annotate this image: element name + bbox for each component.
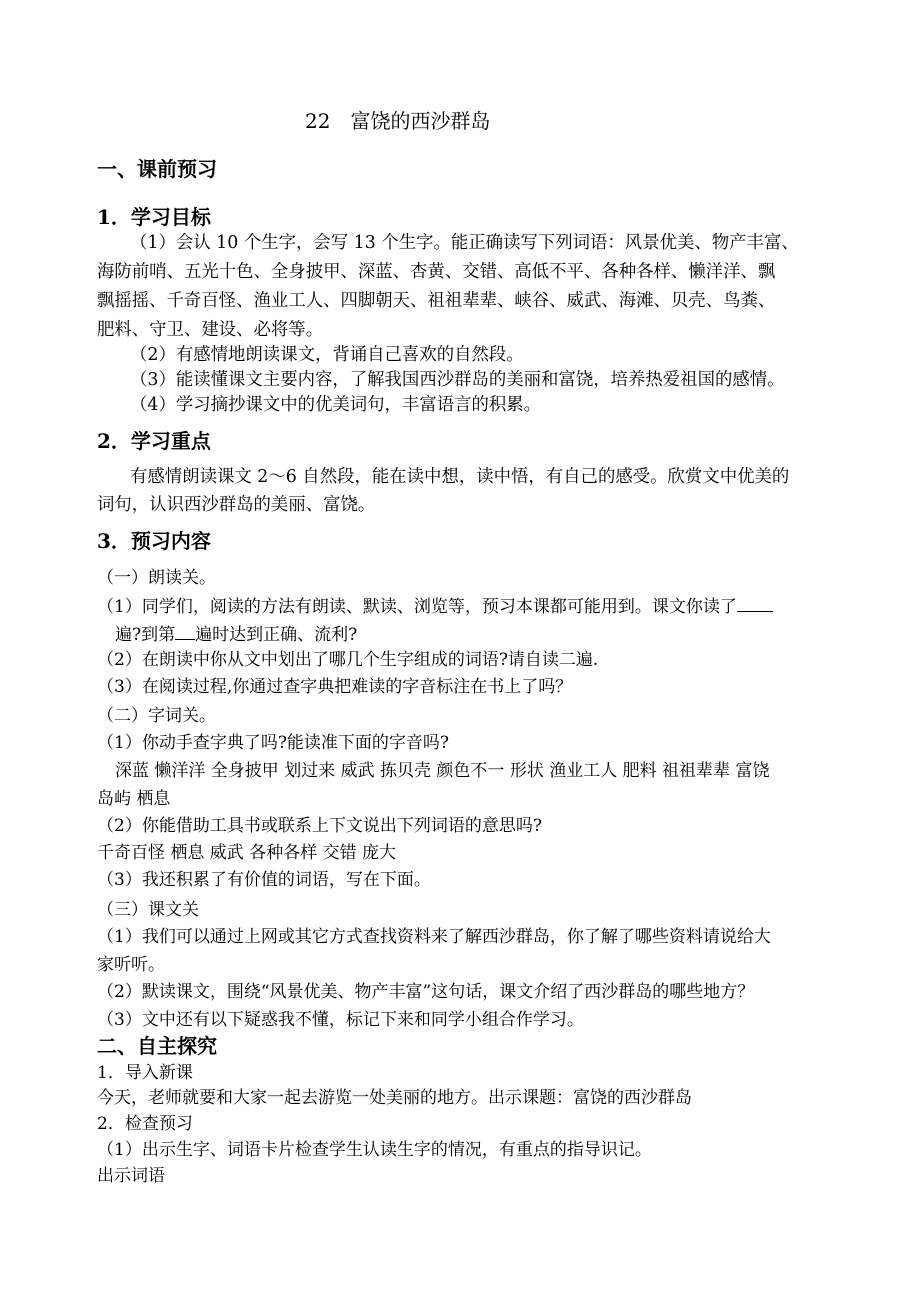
text-line: （二）字词关。 bbox=[97, 706, 216, 726]
text-span: 遍?到第 bbox=[115, 625, 176, 645]
text-line: 岛屿 栖息 bbox=[97, 789, 171, 809]
text-line: （2）默读课文，围绕“风景优美、物产丰富”这句话，课文介绍了西沙群岛的哪些地方？ bbox=[97, 982, 755, 1002]
text-line: （一）朗读关。 bbox=[97, 568, 216, 588]
text-line: （3）在阅读过程,你通过查字典把难读的字音标注在书上了吗？ bbox=[97, 677, 573, 697]
text-line: （1）我们可以通过上网或其它方式查找资料来了解西沙群岛，你了解了哪些资料请说给大 bbox=[97, 927, 771, 947]
text-line: （2）在朗读中你从文中划出了哪几个生字组成的词语?请自读二遍. bbox=[97, 650, 599, 670]
text-line: （1）你动手查字典了吗?能读准下面的字音吗? bbox=[97, 733, 450, 753]
blank-field[interactable] bbox=[175, 623, 195, 640]
text-line: 有感情朗读课文 2～6 自然段，能在读中想，读中悟，有自己的感受。欣赏文中优美的 bbox=[130, 467, 790, 487]
text-line: 肥料、守卫、建设、必将等。 bbox=[97, 320, 324, 340]
text-line: （1）会认 10 个生字，会写 13 个生字。能正确读写下列词语：风景优美、物产丰富、 bbox=[130, 233, 799, 253]
text-line bbox=[97, 595, 773, 618]
blank-field[interactable] bbox=[737, 595, 773, 612]
text-line: 海防前哨、五光十色、全身披甲、深蓝、杏黄、交错、高低不平、各种各样、懒洋洋、飘 bbox=[97, 262, 776, 282]
subsection-heading: 3．预习内容 bbox=[97, 529, 211, 553]
text-line: （4）学习摘抄课文中的优美词句，丰富语言的积累。 bbox=[130, 395, 542, 415]
text-line: 词句，认识西沙群岛的美丽、富饶。 bbox=[97, 495, 376, 515]
text-line: （1）出示生字、词语卡片检查学生认读生字的情况，有重点的指导识记。 bbox=[97, 1140, 652, 1160]
text-line: 今天，老师就要和大家一起去游览一处美丽的地方。出示课题：富饶的西沙群岛 bbox=[97, 1088, 692, 1108]
text-line: （2）有感情地朗读课文，背诵自己喜欢的自然段。 bbox=[130, 345, 524, 365]
text-line: 出示词语 bbox=[97, 1166, 165, 1186]
subsection-heading: 2．学习重点 bbox=[97, 429, 211, 453]
text-line: 千奇百怪 栖息 威武 各种各样 交错 庞大 bbox=[97, 843, 397, 863]
text-line: 飘摇摇、千奇百怪、渔业工人、四脚朝天、祖祖辈辈、峡谷、威武、海滩、贝壳、鸟粪、 bbox=[97, 291, 776, 311]
section-heading: 一、课前预习 bbox=[97, 157, 217, 181]
section-heading: 二、自主探究 bbox=[97, 1034, 217, 1058]
text-line: （3）我还积累了有价值的词语，写在下面。 bbox=[97, 870, 431, 890]
text-line: （三）课文关 bbox=[97, 900, 199, 920]
subsection-heading: 1．学习目标 bbox=[97, 205, 211, 229]
page-title: 22 富饶的西沙群岛 bbox=[305, 109, 491, 133]
text-line: （2）你能借助工具书或联系上下文说出下列词语的意思吗? bbox=[97, 816, 542, 836]
text-line: （3）文中还有以下疑惑我不懂，标记下来和同学小组合作学习。 bbox=[97, 1010, 584, 1030]
subsection-heading: 1．导入新课 bbox=[97, 1063, 193, 1083]
text-line: （3）能读懂课文主要内容，了解我国西沙群岛的美丽和富饶，培养热爱祖国的感情。 bbox=[130, 370, 785, 390]
text-span: （1）同学们，阅读的方法有朗读、默读、浏览等，预习本课都可能用到。课文你读了 bbox=[97, 597, 737, 617]
text-line: 深蓝 懒洋洋 全身披甲 划过来 威武 拣贝壳 颜色不一 形状 渔业工人 肥料 祖祖辈辈 富饶 bbox=[115, 761, 770, 781]
text-span: 遍时达到正确、流利? bbox=[195, 625, 358, 645]
text-line bbox=[115, 623, 357, 646]
text-line: 家听听。 bbox=[97, 955, 165, 975]
subsection-heading: 2．检查预习 bbox=[97, 1114, 193, 1134]
